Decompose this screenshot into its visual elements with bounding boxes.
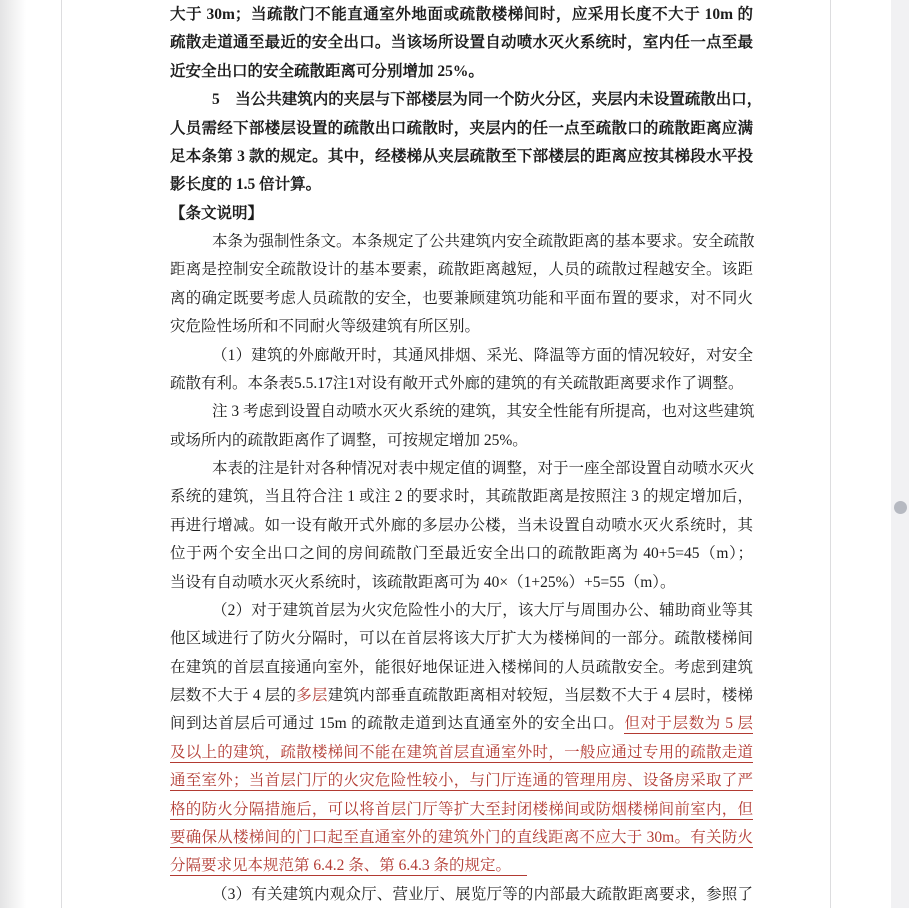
text-line <box>170 285 753 313</box>
body-text: 他区域进行了防火分隔时，可以在首层将该大厅扩大为楼梯间的一部分。疏散楼梯间 <box>170 630 753 648</box>
text-line <box>170 115 753 143</box>
text-line <box>170 540 753 568</box>
text-line <box>170 29 753 57</box>
body-text: 在建筑的首层直接通向室外，能很好地保证进入楼梯间的人员疏散安全。考虑到建筑 <box>170 658 753 676</box>
body-text: 当设有自动喷水灭火系统时，该疏散距离可为 40×（1+25%）+5=55（m）。 <box>170 573 676 591</box>
text-line <box>170 625 753 653</box>
body-text: （3）有关建筑内观众厅、营业厅、展览厅等的内部最大疏散距离要求，参照了 <box>212 885 753 903</box>
text-line <box>170 342 753 370</box>
body-text: 层数不大于 4 层的 <box>170 687 297 704</box>
text-line <box>170 256 753 284</box>
body-text: 离的确定既要考虑人员疏散的安全，也要兼顾建筑功能和平面布置的要求，对不同火 <box>170 289 753 307</box>
body-text: 灾危险性场所和不同耐火等级建筑有所区别。 <box>170 318 481 336</box>
body-text: 大于 30m；当疏散门不能直通室外地面或疏散楼梯间时，应采用长度不大于 10m 的 <box>170 6 753 23</box>
revision-text: 通至室外；当首层门厅的火灾危险性较小，与门厅连通的管理用房、设备房采取了严 <box>170 772 753 790</box>
body-text: 本表的注是针对各种情况对表中规定值的调整，对于一座全部设置自动喷水灭火 <box>212 460 755 477</box>
text-line <box>170 767 753 795</box>
body-text: （1）建筑的外廊敞开时，其通风排烟、采光、降温等方面的情况较好，对安全 <box>212 346 753 364</box>
text-line <box>170 370 753 398</box>
text-line <box>170 739 753 767</box>
revision-text: 多层 <box>296 687 328 704</box>
text-line <box>170 824 753 852</box>
body-text: 5 当公共建筑内的夹层与下部楼层为同一个防火分区，夹层内未设置疏散出口， <box>212 91 763 109</box>
text-line <box>170 200 753 228</box>
page-left-border <box>61 0 62 908</box>
body-text: 本条为强制性条文。本条规定了公共建筑内安全疏散距离的基本要求。安全疏散 <box>212 233 755 250</box>
revision-text: 要确保从楼梯间的门口起至直通室外的建筑外门的直线距离不应大于 30m。有关防火 <box>170 828 753 846</box>
body-text: 近安全出口的安全疏散距离可分别增加 25%。 <box>170 62 484 80</box>
text-line <box>170 455 753 483</box>
text-line <box>170 796 753 824</box>
text-line <box>170 228 753 256</box>
body-text: 疏散有利。本条表5.5.17注1对设有敞开式外廊的建筑的有关疏散距离要求作了调整。 <box>170 374 744 392</box>
text-line <box>170 427 753 455</box>
revision-text: 但对于层数为 5 层 <box>624 715 753 733</box>
text-line <box>170 143 753 171</box>
scrollbar-track[interactable] <box>891 0 909 908</box>
text-line <box>170 171 753 199</box>
revision-text: 分隔要求见本规范第 6.4.2 条、第 6.4.3 条的规定。 <box>170 857 527 876</box>
revision-text: 格的防火分隔措施后，可以将首层门厅等扩大至封闭楼梯间或防烟楼梯间前室内，但 <box>170 800 753 818</box>
text-line <box>170 682 753 710</box>
body-text: 人员需经下部楼层设置的疏散出口疏散时，夹层内的任一点至疏散口的疏散距离应满 <box>170 119 753 137</box>
body-text: 系统的建筑，当且符合注 1 或注 2 的要求时，其疏散距离是按照注 3 的规定增加后， <box>170 488 753 506</box>
text-line <box>170 1 753 29</box>
text-line <box>170 881 753 909</box>
revision-text: 及以上的建筑，疏散楼梯间不能在建筑首层直通室外时，一般应通过专用的疏散走道 <box>170 743 753 761</box>
body-text: 疏散走道通至最近的安全出口。当该场所设置自动喷水灭火系统时，室内任一点至最 <box>170 34 753 52</box>
text-line <box>170 86 763 114</box>
body-text: 或场所内的疏散距离作了调整，可按规定增加 25%。 <box>170 431 528 449</box>
text-line <box>170 852 753 880</box>
page-right-border <box>830 0 831 908</box>
text-line <box>170 597 753 625</box>
text-line <box>170 483 753 511</box>
text-line <box>170 569 753 597</box>
body-text: （2）对于建筑首层为火灾危险性小的大厅，该大厅与周围办公、辅助商业等其 <box>212 601 753 619</box>
body-text: 【条文说明】 <box>170 204 264 222</box>
text-line <box>170 58 753 86</box>
body-text: 足本条第 3 款的规定。其中，经楼梯从夹层疏散至下部楼层的距离应按其梯段水平投 <box>170 147 753 165</box>
body-text: 影长度的 1.5 倍计算。 <box>170 176 322 194</box>
body-text: 再进行增减。如一设有敞开式外廊的多层办公楼，当未设置自动喷水灭火系统时，其 <box>170 516 753 534</box>
left-edge-shadow <box>0 0 26 908</box>
body-text: 距离是控制安全疏散设计的基本要素，疏散距离越短，人员的疏散过程越安全。该距 <box>170 261 753 279</box>
document-page-text <box>170 1 763 909</box>
text-line <box>170 313 753 341</box>
body-text: 位于两个安全出口之间的房间疏散门至最近安全出口的疏散距离为 40+5=45（m）； <box>170 545 753 563</box>
body-text: 间到达首层后可通过 15m 的疏散走道到达直通室外的安全出口。 <box>170 715 625 733</box>
text-line <box>170 710 753 738</box>
body-text: 建筑内部垂直疏散距离相对较短，当层数不大于 4 层时，楼梯 <box>327 687 753 704</box>
text-line <box>170 654 753 682</box>
body-text: 注 3 考虑到设置自动喷水灭火系统的建筑，其安全性能有所提高，也对这些建筑 <box>212 403 755 421</box>
text-line <box>170 512 753 540</box>
text-line <box>170 398 753 426</box>
scrollbar-thumb[interactable] <box>894 501 907 514</box>
